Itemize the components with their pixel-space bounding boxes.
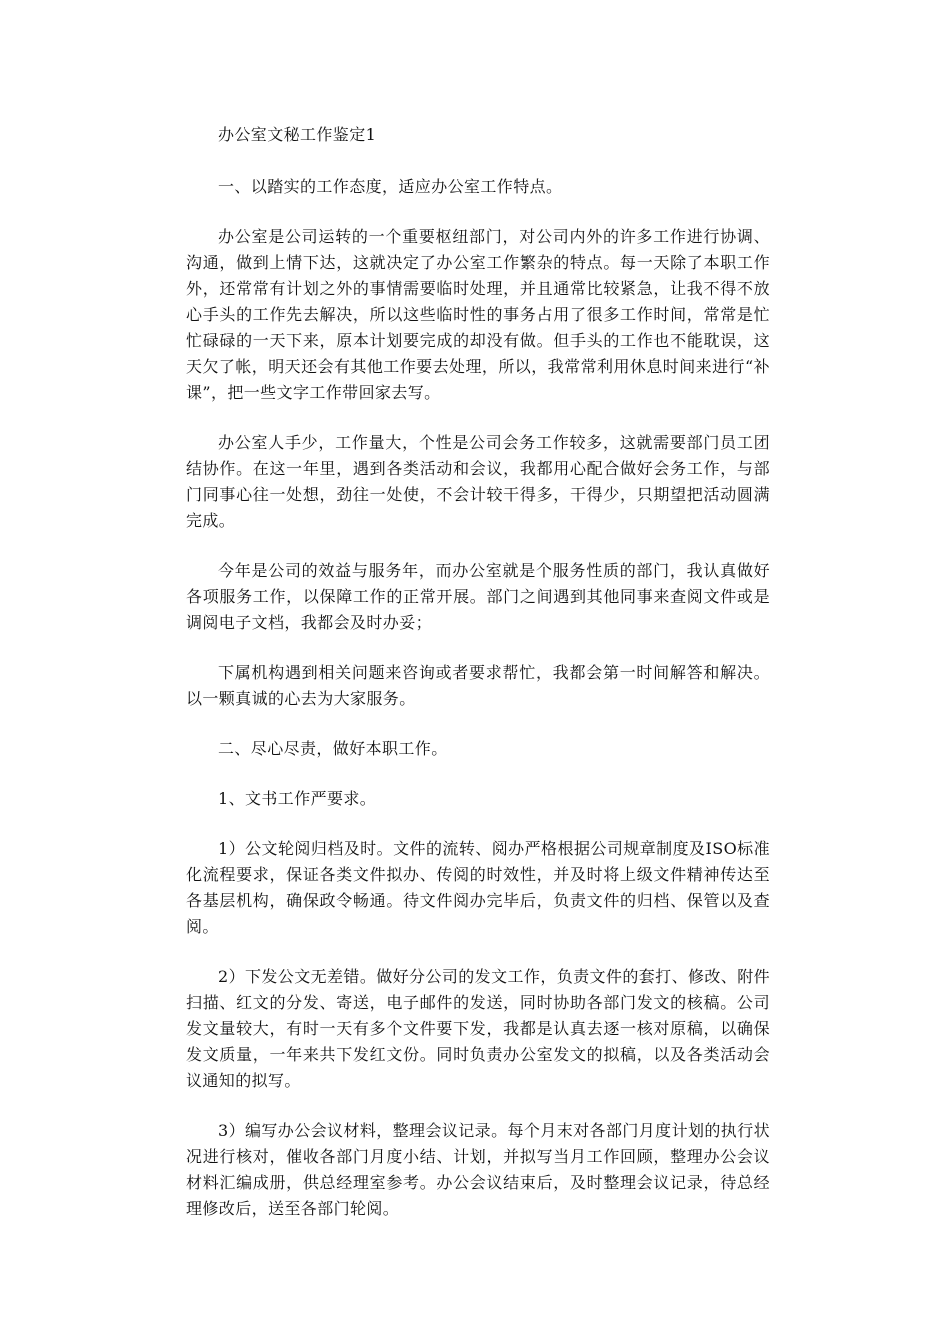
paragraph: 办公室人手少，工作量大，个性是公司会务工作较多，这就需要部门员工团结协作。在这一年里，遇到各类活动和会议，我都用心配合做好会务工作，与部门同事心往一处想，劲往一处使，不会计较干得多，干得少，只期望把活动圆满完成。 (186, 433, 770, 530)
document-page (186, 122, 770, 1246)
paragraph: 2）下发公文无差错。做好分公司的发文工作，负责文件的套打、修改、附件扫描、红文的分发、寄送，电子邮件的发送，同时协助各部门发文的核稿。公司发文量较大，有时一天有多个文件要下发，我都是认真去逐一核对原稿，以确保发文质量，一年来共下发红文份。同时负责办公室发文的拟稿，以及各类活动会议通知的拟写。 (186, 967, 770, 1090)
paragraph: 下属机构遇到相关问题来咨询或者要求帮忙，我都会第一时间解答和解决。以一颗真诚的心去为大家服务。 (186, 663, 770, 708)
paragraph: 3）编写办公会议材料，整理会议记录。每个月末对各部门月度计划的执行状况进行核对，催收各部门月度小结、计划，并拟写当月工作回顾，整理办公会议材料汇编成册，供总经理室参考。办公会议结束后，及时整理会议记录，待总经理修改后，送至各部门轮阅。 (186, 1121, 770, 1218)
section-heading-2: 二、尽心尽责，做好本职工作。 (218, 739, 448, 758)
paragraph: 今年是公司的效益与服务年，而办公室就是个服务性质的部门，我认真做好各项服务工作，以保障工作的正常开展。部门之间遇到其他同事来查阅文件或是调阅电子文档，我都会及时办妥； (186, 561, 770, 632)
section-heading-1: 一、以踏实的工作态度，适应办公室工作特点。 (218, 177, 563, 196)
subsection-heading: 1、文书工作严要求。 (218, 789, 377, 808)
paragraph: 办公室是公司运转的一个重要枢纽部门，对公司内外的许多工作进行协调、沟通，做到上情下达，这就决定了办公室工作繁杂的特点。每一天除了本职工作外，还常常有计划之外的事情需要临时处理，并且通常比较紧急，让我不得不放心手头的工作先去解决，所以这些临时性的事务占用了很多工作时间，常常是忙忙碌碌的一天下来，原本计划要完成的却没有做。但手头的工作也不能耽误，这天欠了帐，明天还会有其他工作要去处理，所以，我常常利用休息时间来进行“补课”，把一些文字工作带回家去写。 (186, 227, 770, 402)
paragraph: 1）公文轮阅归档及时。文件的流转、阅办严格根据公司规章制度及ISO标准化流程要求，保证各类文件拟办、传阅的时效性，并及时将上级文件精神传达至各基层机构，确保政令畅通。待文件阅办完毕后，负责文件的归档、保管以及查阅。 (186, 839, 770, 936)
document-title: 办公室文秘工作鉴定1 (218, 125, 377, 144)
